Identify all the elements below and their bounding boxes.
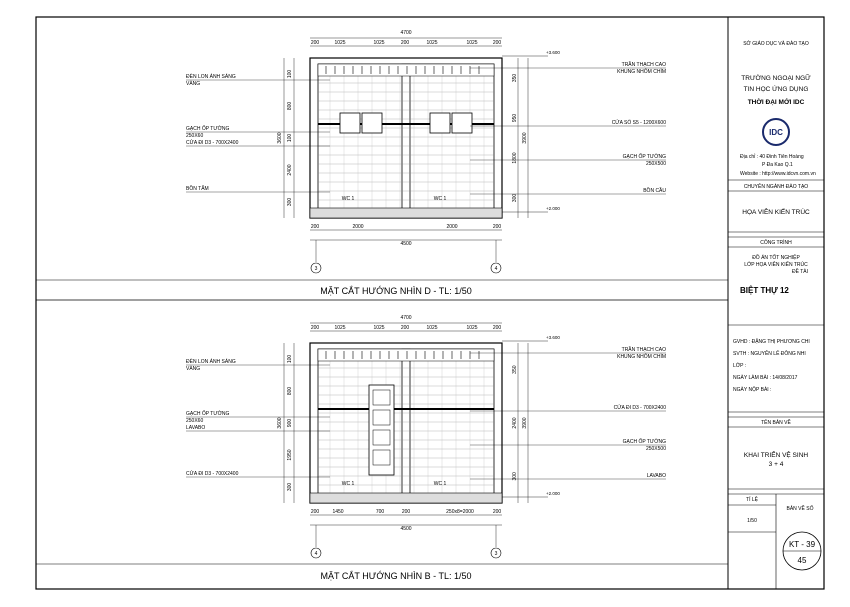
window-pane — [452, 113, 472, 133]
major: HỌA VIÊN KIẾN TRÚC — [742, 209, 810, 216]
window-pane — [340, 113, 360, 133]
dim-text: 200 — [492, 509, 502, 515]
dim-text: 800 — [287, 386, 293, 396]
room-label: WC 1 — [341, 196, 355, 202]
svth: SVTH : NGUYỄN LÊ ĐÔNG NHI — [733, 351, 806, 357]
dim-text: 1025 — [334, 40, 346, 46]
callout-label: CỬA SỔ S5 - 1200X600 — [611, 120, 666, 126]
dim-text: 900 — [287, 418, 293, 428]
grid-label: 4 — [494, 266, 498, 272]
callout-label: VÀNG — [186, 366, 201, 372]
dim-text: 3900 — [522, 132, 528, 144]
partition-wall — [402, 349, 410, 497]
dim-text: 200 — [492, 224, 502, 230]
callout-label: CỬA ĐI D3 - 700X2400 — [613, 405, 666, 411]
dim-text: 4700 — [400, 315, 412, 321]
sheet-number: KT - 39 — [788, 540, 816, 549]
ceiling-band — [318, 64, 494, 76]
ceiling-band — [318, 349, 494, 361]
website: Website : http://www.idcvn.com.vn — [740, 171, 816, 177]
dim-text: 800 — [287, 101, 293, 111]
dim-text: 1025 — [426, 325, 438, 331]
dim-text: 2000 — [352, 224, 364, 230]
dim-text: 200 — [310, 325, 320, 331]
callout-label: GẠCH ỐP TƯỜNG — [622, 439, 666, 445]
major-label: CHUYÊN NGÀNH ĐÀO TẠO — [743, 184, 809, 190]
drawing-label: TÊN BẢN VẼ — [761, 420, 791, 426]
dim-text: 1025 — [466, 325, 478, 331]
school-line-3: THỜI ĐẠI MỚI IDC — [747, 99, 805, 106]
dim-text: 300 — [287, 482, 293, 492]
callout-label: 250X60 — [186, 418, 204, 424]
dim-text: 3600 — [277, 132, 283, 144]
dim-text: 1025 — [334, 325, 346, 331]
floor-slab — [310, 208, 502, 218]
callout-label: BỒN TẮM — [186, 186, 209, 192]
department: SỞ GIÁO DỤC VÀ ĐÀO TẠO — [743, 41, 809, 47]
logo-text: IDC — [769, 128, 783, 137]
partition-wall — [402, 64, 410, 212]
sheet-label: BẢN VẼ SỐ — [786, 506, 814, 512]
level-text: +3.600 — [546, 335, 560, 340]
dim-text: 200 — [401, 509, 411, 515]
dim-text: 1025 — [426, 40, 438, 46]
lop: LỚP : — [733, 363, 747, 369]
dim-text: 1450 — [332, 509, 344, 515]
ngay-nop: NGÀY NỘP BÀI : — [733, 387, 772, 393]
callout-label: ĐÈN LON ÁNH SÁNG — [186, 359, 236, 365]
scale-label: TỈ LỆ — [746, 497, 758, 503]
dim-text: 3600 — [277, 417, 283, 429]
window-pane — [430, 113, 450, 133]
floor-slab — [310, 493, 502, 503]
idc-logo — [763, 119, 789, 145]
dim-text: 200 — [310, 224, 320, 230]
title-block — [728, 40, 824, 589]
dim-text: 4500 — [400, 526, 412, 532]
callout-label: 250X500 — [645, 161, 666, 167]
callout-label: 250X500 — [645, 446, 666, 452]
project-line-1: ĐỒ ÁN TỐT NGHIỆP — [752, 255, 800, 261]
dim-text: 200 — [492, 325, 502, 331]
dim-text: 1025 — [373, 325, 385, 331]
project-line-2: LỚP HỌA VIÊN KIẾN TRÚC — [744, 262, 808, 268]
school-line-2: TIN HỌC ỨNG DỤNG — [743, 86, 809, 93]
room-label: WC 1 — [341, 481, 355, 487]
dim-text: 250x8=2000 — [446, 509, 474, 515]
grid-label: 3 — [494, 551, 498, 557]
school-line-1: TRƯỜNG NGOẠI NGỮ — [741, 75, 811, 82]
sheet-total: 45 — [797, 556, 807, 565]
dim-text: 300 — [287, 197, 293, 207]
dim-text: 300 — [512, 193, 518, 203]
callout-label: GẠCH ỐP TƯỜNG — [622, 154, 666, 160]
callout-label: GẠCH ỐP TƯỜNG — [186, 411, 230, 417]
address-line-2: P Đa Kao Q.1 — [762, 162, 793, 168]
callout-label: LAVABO — [186, 425, 206, 431]
dim-text: 200 — [492, 40, 502, 46]
dim-text: 2400 — [512, 417, 518, 429]
dim-text: 950 — [512, 113, 518, 123]
grid-label: 4 — [314, 551, 318, 557]
project-name: BIỆT THỰ 12 — [740, 286, 789, 295]
dim-text: 200 — [400, 40, 410, 46]
address-line-1: Địa chỉ : 40 Đinh Tiên Hoàng — [740, 154, 804, 160]
dim-text: 200 — [400, 325, 410, 331]
drawing-line-2: 3 + 4 — [768, 461, 784, 468]
level-text: +2.000 — [546, 206, 560, 211]
callout-label: BỒN CẦU — [643, 188, 666, 194]
dim-text: 200 — [310, 509, 320, 515]
dim-text: 2000 — [446, 224, 458, 230]
callout-label: LAVABO — [646, 473, 666, 479]
dim-text: 100 — [287, 354, 293, 364]
callout-label: 250X60 — [186, 133, 204, 139]
callout-label: VÀNG — [186, 81, 201, 87]
callout-label: CỬA ĐI D3 - 700X2400 — [186, 140, 239, 146]
dim-text: 100 — [287, 133, 293, 143]
window-pane — [362, 113, 382, 133]
section-title: MẶT CẮT HƯỚNG NHÌN B - TL: 1/50 — [320, 571, 472, 581]
callout-label: TRẦN THẠCH CAO — [621, 62, 666, 68]
gvhd: GVHD : ĐẶNG THỊ PHƯƠNG CHI — [733, 339, 810, 345]
dim-text: 4500 — [400, 241, 412, 247]
callout-label: TRẦN THẠCH CAO — [621, 347, 666, 353]
dim-text: 3900 — [522, 417, 528, 429]
dim-text: 200 — [310, 40, 320, 46]
dim-text: 300 — [512, 472, 518, 481]
dim-text: 700 — [375, 509, 385, 515]
dim-text: 2400 — [287, 164, 293, 176]
callout-label: KHUNG NHÔM CHÌM — [617, 354, 666, 360]
dim-text: 100 — [287, 69, 293, 79]
callout-label: KHUNG NHÔM CHÌM — [617, 69, 666, 75]
drawing-line-1: KHAI TRIỂN VỆ SINH — [743, 452, 809, 459]
level-text: +2.000 — [546, 491, 560, 496]
dim-text: 1950 — [287, 449, 293, 461]
grid-label: 3 — [314, 266, 318, 272]
dim-text: 350 — [512, 365, 518, 374]
project-line-3: ĐỀ TÀI — [791, 269, 809, 275]
section-drawing-b — [186, 315, 666, 558]
dim-text: 1025 — [466, 40, 478, 46]
room-label: WC 1 — [433, 196, 447, 202]
room-label: WC 1 — [433, 481, 447, 487]
project-label: CÔNG TRÌNH — [760, 240, 792, 246]
section-title: MẶT CẮT HƯỚNG NHÌN D - TL: 1/50 — [320, 286, 472, 296]
dim-text: 350 — [512, 73, 518, 83]
dim-text: 1800 — [512, 152, 518, 164]
callout-label: CỬA ĐI D3 - 700X2400 — [186, 471, 239, 477]
ngay-lam: NGÀY LÀM BÀI : 14/08/2017 — [733, 375, 798, 381]
callout-label: GẠCH ỐP TƯỜNG — [186, 126, 230, 132]
level-text: +3.600 — [546, 50, 560, 55]
scale: 1/50 — [747, 518, 757, 524]
dim-text: 1025 — [373, 40, 385, 46]
dim-text: 4700 — [400, 30, 412, 36]
callout-label: ĐÈN LON ÁNH SÁNG — [186, 74, 236, 80]
section-drawing-d — [186, 30, 666, 273]
